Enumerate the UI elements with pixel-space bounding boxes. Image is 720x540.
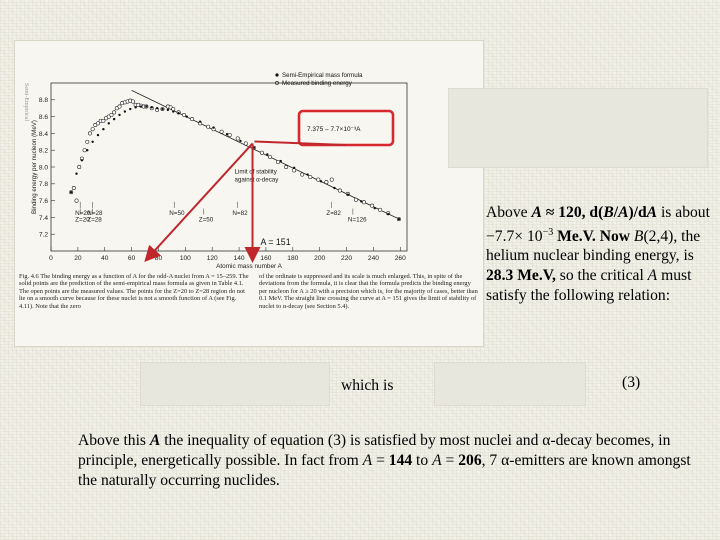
y-tick-label: 7.4 [38, 214, 48, 222]
y-tick-label: 7.6 [38, 198, 48, 205]
measured-point [292, 169, 295, 172]
formula-point [226, 133, 228, 135]
formula-point [102, 128, 104, 130]
formula-point [108, 122, 110, 124]
x-tick-label: 20 [74, 255, 82, 262]
formula-point [113, 118, 115, 120]
stability-label-1: Limit of stability [234, 168, 277, 176]
stability-label-2: against α-decay [234, 176, 279, 184]
formula-point [129, 108, 131, 110]
binding-energy-figure [14, 40, 484, 347]
measured-point [220, 130, 223, 133]
x-tick-label: 80 [154, 255, 163, 262]
x-tick-label: 180 [287, 255, 299, 262]
measured-point [228, 133, 231, 136]
equation-number: (3) [622, 374, 641, 391]
y-tick-label: 8.4 [38, 130, 48, 138]
measured-point [75, 199, 78, 202]
x-tick-label: 220 [341, 255, 353, 262]
formula-point [134, 106, 136, 108]
explanation-paragraph: Above A ≈ 120, d(B/A)/dA is about $-7.7\times 10^{-3}$ Me.V. Now B(2,4), the helium nuclear binding energy, is 28.3 Me.V, so the critical A must satisfy the following relation: [486, 204, 710, 304]
measured-point [110, 113, 113, 116]
formula-point [118, 114, 120, 116]
measured-point [236, 137, 239, 140]
measured-point [309, 175, 312, 178]
formula-point [156, 107, 158, 109]
measured-point [284, 165, 287, 168]
measured-point [268, 155, 271, 158]
measured-point [354, 198, 357, 201]
measured-point [96, 122, 99, 125]
plot-frame [51, 83, 407, 251]
equation-image-placeholder [448, 88, 708, 168]
measured-point [182, 113, 185, 116]
y-tick-label: 8.8 [38, 97, 48, 105]
measured-point [206, 125, 209, 128]
marker-label-a151: A = 151 [260, 237, 291, 247]
measured-point [244, 142, 247, 145]
formula-point [199, 120, 201, 122]
legend-marker-formula [275, 73, 278, 76]
formula-point [161, 108, 163, 110]
x-tick-label: 100 [179, 255, 191, 262]
formula-point [172, 110, 174, 112]
measured-point [102, 119, 105, 122]
measured-point [86, 140, 89, 143]
shell-label: N=126 [347, 216, 367, 224]
measured-point [190, 117, 193, 120]
measured-point [276, 160, 279, 163]
measured-point [260, 151, 263, 154]
x-tick-label: 40 [101, 255, 109, 262]
formula-point [293, 167, 295, 169]
measured-point [83, 149, 86, 152]
formula-point [387, 213, 389, 215]
shell-label: Z=50 [198, 216, 214, 224]
formula-point [140, 105, 142, 107]
side-stamp: Semi-Empirical [23, 83, 29, 121]
y-tick-label: 7.8 [38, 181, 48, 189]
x-tick-label: 60 [127, 255, 136, 262]
shell-label: N=50 [169, 209, 185, 217]
measured-point [118, 105, 121, 108]
formula-point [91, 141, 93, 143]
y-tick-label: 7.2 [38, 231, 48, 239]
measured-point [91, 128, 94, 131]
formula-point [347, 194, 349, 196]
shell-label: N=82 [232, 209, 248, 217]
arrow-to-axis-left [147, 143, 253, 259]
formula-point [124, 110, 126, 112]
formula-point [177, 112, 179, 114]
x-tick-label: 140 [233, 255, 245, 262]
inequality-placeholder [140, 362, 330, 406]
formula-point [97, 134, 99, 136]
formula-point [360, 200, 362, 202]
measured-point [78, 165, 81, 168]
measured-point [112, 111, 115, 114]
formula-point [333, 187, 335, 189]
y-tick-label: 8.6 [38, 114, 48, 121]
measured-point [378, 208, 381, 211]
x-tick-label: 0 [49, 255, 53, 262]
slope-annotation: 7.375 – 7.7×10⁻³A [307, 126, 361, 133]
measured-point [172, 107, 175, 110]
measured-point [338, 189, 341, 192]
x-tick-label: 200 [314, 255, 326, 262]
formula-point [145, 105, 147, 107]
measured-point [330, 178, 333, 181]
formula-point [212, 126, 214, 128]
figure-caption-right: of the ordinate is suppressed and its scale is much enlarged. This, in spite of the deviations from the formula, it is clear that the formula predicts the binding energy per nucleon for A ≥ 20 with a precision which is, for the majority of cases, better than 0.1 MeV. The straight line crossing the curve at A = 151 gives the limit of stability of nuclei to α-decay (see Section 5.4). [259, 273, 478, 310]
formula-point [167, 109, 169, 111]
x-tick-label: 160 [260, 255, 272, 262]
figure-caption-left: Fig. 4.6 The binding energy as a function of A for the odd-A nuclei from A = 15–259. The solid points are the prediction of the semi-empirical mass formula as given in Table 4.1. The open points are the measured values. The points for the Z=20 to Z=28 region do not lie on a smooth curve because for these nuclei is not a smooth function of A (see Fig. 4.11). Note that the zero [19, 273, 249, 310]
critical-a-placeholder [434, 362, 586, 406]
formula-point [70, 191, 72, 193]
formula-point [320, 180, 322, 182]
y-tick-label: 8.0 [38, 164, 48, 172]
measured-point [88, 132, 91, 135]
formula-point [75, 173, 77, 175]
shell-label: N=28 [87, 209, 103, 217]
x-tick-label: 120 [206, 255, 218, 262]
formula-point [151, 106, 153, 108]
legend-label-measured: Measured binding energy [282, 80, 352, 87]
legend-label-formula: Semi-Empirical mass formula [282, 72, 363, 79]
formula-point [81, 159, 83, 161]
measured-point [72, 186, 75, 189]
measured-point [317, 178, 320, 181]
measured-point [301, 173, 304, 176]
conclusion-paragraph: Above this A the inequality of equation (3) is satisfied by most nuclei and α-decay becomes, in principle, energetically possible. In fact from A = 144 to A = 206, 7 α-emitters are known amongst the naturally occurring nuclides. [78, 432, 691, 489]
x-tick-label: 240 [367, 255, 379, 262]
measured-point [362, 201, 365, 204]
x-tick-label: 260 [394, 255, 406, 262]
formula-point [86, 149, 88, 151]
measured-point [370, 204, 373, 207]
formula-point [239, 140, 241, 142]
y-axis-label: Binding energy per nucleon (MeV) [31, 120, 38, 214]
formula-point [398, 218, 400, 220]
measured-point [325, 180, 328, 183]
y-tick-label: 8.2 [38, 147, 48, 155]
shell-label: N=20 [75, 209, 91, 217]
shell-label: Z=20 [75, 216, 90, 224]
x-axis-label: Atomic mass number A [216, 263, 282, 270]
formula-point [280, 160, 282, 162]
formula-point [185, 115, 187, 117]
formula-point [374, 207, 376, 209]
shell-label: Z=82 [326, 209, 341, 217]
formula-point [306, 173, 308, 175]
which-is-label: which is [341, 377, 394, 394]
formula-point [266, 153, 268, 155]
shell-label: Z=28 [87, 216, 102, 224]
measured-point [131, 100, 134, 103]
